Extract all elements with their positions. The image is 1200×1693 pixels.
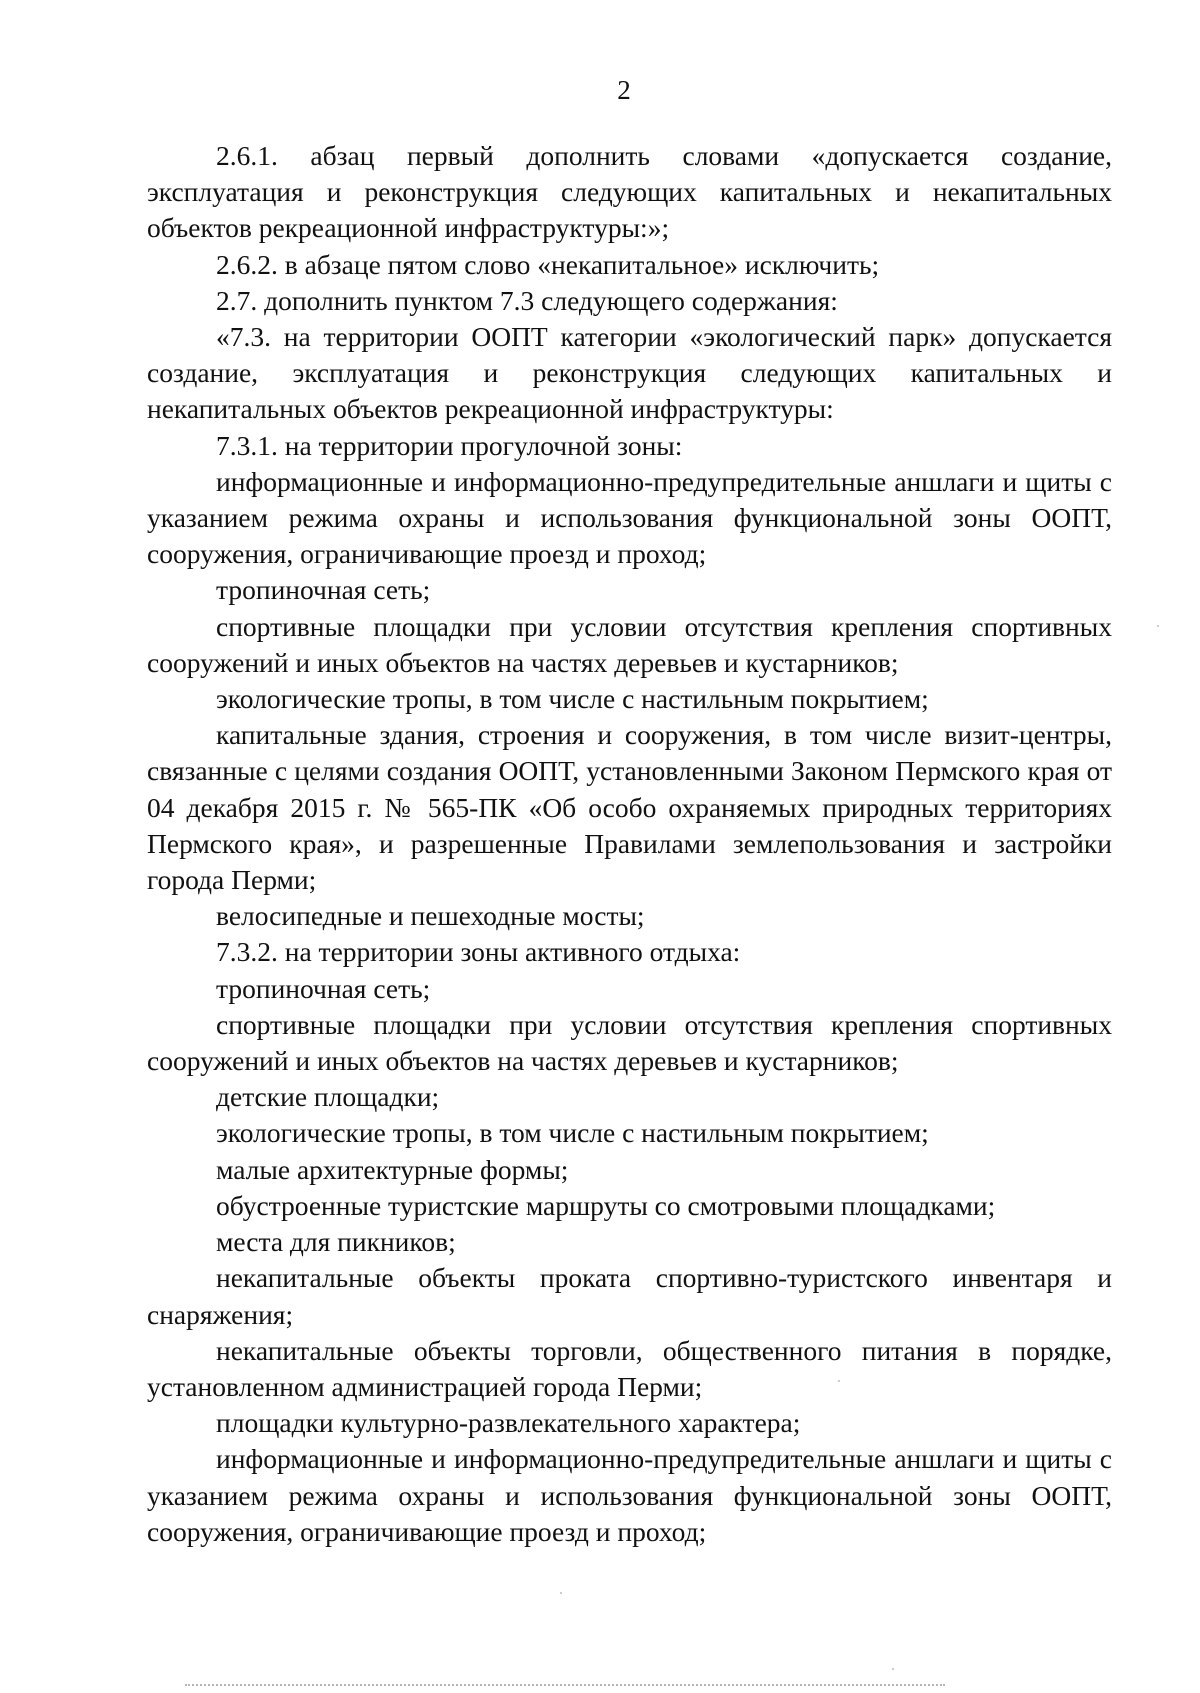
list-item: спортивные площадки при условии отсутствия крепления спортивных сооружений и иных объектов на частях деревьев и кустарников; <box>147 610 1112 678</box>
list-item: малые архитектурные формы; <box>216 1153 569 1185</box>
paragraph-7-3-1: 7.3.1. на территории прогулочной зоны: <box>216 429 683 461</box>
list-item: капитальные здания, строения и сооружения, в том числе визит-центры, связанные с целями создания ООПТ, установленными Законом Пермского края от 04 декабря 2015 г. № 565-ПК «Об особо охраняемых природных территориях Пермского края», и разрешенные Правилами землепользования и застройки города Перми; <box>147 719 1112 896</box>
list-item: детские площадки; <box>216 1081 440 1113</box>
list-item: некапитальные объекты проката спортивно-туристского инвентаря и снаряжения; <box>147 1262 1112 1330</box>
paragraph-2-7: 2.7. дополнить пунктом 7.3 следующего содержания: <box>216 284 838 316</box>
list-item: информационные и информационно-предупредительные аншлаги и щиты с указанием режима охраны и использования функциональной зоны ООПТ, сооружения, ограничивающие проезд и проход; <box>147 1443 1112 1547</box>
list-item: велосипедные и пешеходные мосты; <box>216 900 645 932</box>
list-item: спортивные площадки при условии отсутствия крепления спортивных сооружений и иных объектов на частях деревьев и кустарников; <box>147 1008 1112 1077</box>
page-number: 2 <box>617 75 631 105</box>
paragraph-7-3: «7.3. на территории ООПТ категории «экологический парк» допускается создание, эксплуатация и реконструкция следующих капитальных и некапитальных объектов рекреационной инфраструктуры: <box>147 321 1112 425</box>
paragraph-2-6-2: 2.6.2. в абзаце пятом слово «некапитальное» исключить; <box>216 248 880 280</box>
list-item: тропиночная сеть; <box>216 574 431 606</box>
scan-speck <box>560 1592 562 1594</box>
list-item: обустроенные туристские маршруты со смотровыми площадками; <box>216 1189 996 1221</box>
list-item: тропиночная сеть; <box>216 972 431 1004</box>
list-item: экологические тропы, в том числе с настильным покрытием; <box>216 683 929 715</box>
document-body <box>147 138 1112 1550</box>
list-item: места для пикников; <box>216 1226 456 1258</box>
list-item: площадки культурно-развлекательного характера; <box>216 1407 801 1439</box>
scan-speck <box>1157 625 1159 627</box>
scan-artifact-dots <box>185 1684 945 1689</box>
list-item: информационные и информационно-предупредительные аншлаги и щиты с указанием режима охраны и использования функциональной зоны ООПТ, сооружения, ограничивающие проезд и проход; <box>147 465 1112 570</box>
list-item: некапитальные объекты торговли, общественного питания в порядке, установленном администрацией города Перми; <box>147 1334 1112 1402</box>
scan-speck <box>892 1668 894 1670</box>
scan-speck <box>838 1380 840 1382</box>
paragraph-7-3-2: 7.3.2. на территории зоны активного отдыха: <box>216 936 741 968</box>
paragraph-2-6-1: 2.6.1. абзац первый дополнить словами «допускается создание, эксплуатация и реконструкция следующих капитальных и некапитальных объектов рекреационной инфраструктуры:»; <box>147 140 1112 244</box>
list-item: экологические тропы, в том числе с настильным покрытием; <box>216 1117 929 1149</box>
